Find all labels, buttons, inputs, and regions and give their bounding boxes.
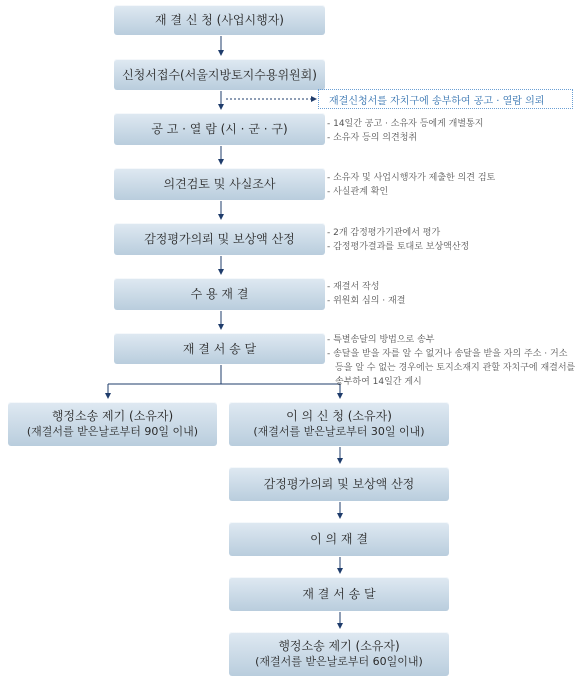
step-objection-sub: (재결서를 받은날로부터 30일 이내) xyxy=(253,425,425,438)
step-lawsuit2 xyxy=(229,632,449,676)
step-decision xyxy=(114,278,325,310)
delivery-notes xyxy=(327,333,577,389)
step-appraisal-label: 감정평가의뢰 및 보상액 산정 xyxy=(144,232,295,246)
callout-text: 재결신청서를 자치구에 송부하여 공고 · 열람 의뢰 xyxy=(329,95,545,107)
review-notes xyxy=(327,171,577,199)
step-delivery2 xyxy=(229,577,449,611)
callout-box xyxy=(318,89,573,109)
step-objection-decision xyxy=(229,522,449,556)
note-item: - 재결서 작성 xyxy=(327,280,577,294)
step-delivery2-label: 재 결 서 송 달 xyxy=(302,587,376,601)
note-item: - 송달을 받을 자를 알 수 없거나 송달을 받을 자의 주소 · 거소 등을 알 수 없는 경우에는 토지소재지 관할 자치구에 재결서를 송부하여 14일간 게시 xyxy=(327,347,577,389)
step-appraisal2 xyxy=(229,467,449,501)
step-delivery xyxy=(114,333,325,364)
step-receive-label: 신청서접수(서울지방토지수용위원회) xyxy=(122,67,317,82)
step-objection-title: 이 의 신 청 (소유자) xyxy=(286,409,392,423)
step-appraisal2-label: 감정평가의뢰 및 보상액 산정 xyxy=(263,477,415,491)
step-notice-label: 공 고 · 열 람 (시 · 군 · 구) xyxy=(151,122,288,136)
notice-notes xyxy=(327,117,577,145)
note-item: - 위원회 심의 · 재결 xyxy=(327,294,577,308)
step-delivery-label: 재 결 서 송 달 xyxy=(182,341,257,356)
note-item: - 2개 감정평가기관에서 평가 xyxy=(327,226,577,240)
step-objection-decision-label: 이 의 재 결 xyxy=(310,532,368,546)
step-appraisal xyxy=(114,223,325,255)
appraisal-notes xyxy=(327,226,577,254)
note-item: - 소유자 등의 의견청취 xyxy=(327,131,577,145)
note-item: - 특별송달의 방법으로 송부 xyxy=(327,333,577,347)
step-lawsuit xyxy=(8,402,217,446)
step-objection xyxy=(229,402,449,446)
step-apply xyxy=(114,5,325,35)
step-lawsuit-sub: (재결서를 받은날로부터 90일 이내) xyxy=(26,425,199,438)
step-lawsuit2-sub: (재결서를 받은날로부터 60일이내) xyxy=(255,655,423,668)
note-item: - 소유자 및 사업시행자가 제출한 의견 검토 xyxy=(327,171,577,185)
note-item: - 사실관계 확인 xyxy=(327,185,577,199)
decision-notes xyxy=(327,280,577,308)
step-decision-label: 수 용 재 결 xyxy=(190,287,249,301)
step-receive xyxy=(114,59,325,90)
step-lawsuit-title: 행정소송 제기 (소유자) xyxy=(51,409,174,423)
step-apply-label: 재 결 신 청 (사업시행자) xyxy=(155,13,284,27)
step-lawsuit2-title: 행정소송 제기 (소유자) xyxy=(278,639,400,653)
note-item: - 감정평가결과를 토대로 보상액산정 xyxy=(327,240,577,254)
note-item: - 14일간 공고 · 소유자 등에게 개별통지 xyxy=(327,117,577,131)
step-review xyxy=(114,168,325,200)
step-review-label: 의견검토 및 사실조사 xyxy=(163,177,276,191)
step-notice xyxy=(114,113,325,145)
